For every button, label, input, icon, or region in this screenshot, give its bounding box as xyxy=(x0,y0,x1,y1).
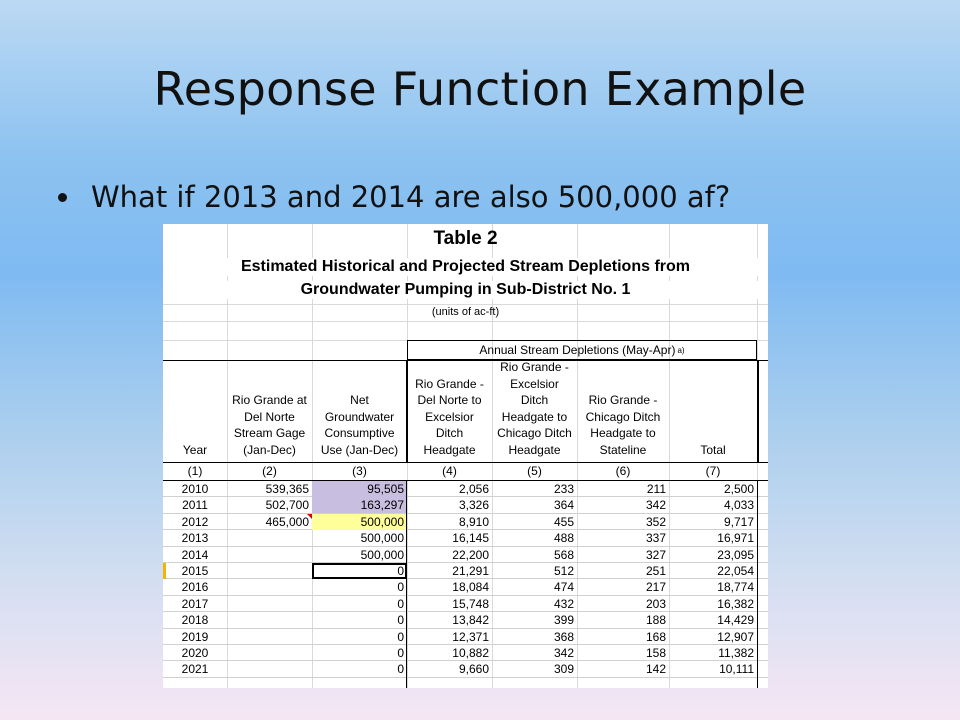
column-header-line: Headgate xyxy=(508,442,561,457)
table-cell[interactable]: 2017 xyxy=(181,596,209,611)
column-header-line: Headgate to xyxy=(590,426,656,440)
table-cell[interactable] xyxy=(227,579,312,595)
column-header xyxy=(669,360,757,458)
table-cell[interactable] xyxy=(227,530,312,546)
column-header xyxy=(163,360,227,458)
table-row[interactable] xyxy=(163,596,768,612)
group-header-note: a) xyxy=(677,345,685,355)
column-header-line: Rio Grande - xyxy=(588,393,658,407)
column-header xyxy=(492,360,577,458)
column-header-line: Stateline xyxy=(599,442,647,457)
table-cell[interactable]: 500,000 xyxy=(360,547,404,562)
table-subtitle-line2: Groundwater Pumping in Sub-District No. 1 xyxy=(163,281,768,299)
column-header xyxy=(407,360,492,458)
table-cell[interactable]: 15,748 xyxy=(452,596,489,611)
table-cell[interactable] xyxy=(227,563,312,579)
table-cell[interactable]: 327 xyxy=(645,547,666,562)
table-cell[interactable]: 474 xyxy=(553,580,574,595)
column-header-line: Headgate to xyxy=(501,409,568,424)
column-header-line: Net xyxy=(350,393,369,407)
active-row-marker xyxy=(163,563,166,579)
column-header-line: Year xyxy=(182,442,208,457)
table-cell[interactable]: 188 xyxy=(645,613,666,628)
table-cell[interactable]: 502,700 xyxy=(265,498,309,513)
table-units: (units of ac-ft) xyxy=(431,306,500,318)
table-cell[interactable]: 4,033 xyxy=(723,498,754,513)
table-cell[interactable]: 9,660 xyxy=(458,662,489,677)
table-cell[interactable]: 0 xyxy=(397,613,404,628)
table-cell[interactable]: 211 xyxy=(646,482,666,496)
table-cell[interactable] xyxy=(227,661,312,677)
table-cell[interactable]: 2,056 xyxy=(458,482,489,496)
column-header-line: (Jan-Dec) xyxy=(243,442,296,457)
table-cell[interactable]: 368 xyxy=(553,629,574,644)
column-header-line: Rio Grande - xyxy=(500,360,569,374)
bullet-item xyxy=(58,180,730,214)
table-cell[interactable]: 2014 xyxy=(181,547,209,562)
table-cell[interactable]: 23,095 xyxy=(717,547,754,562)
table-row[interactable] xyxy=(163,579,768,595)
column-header-line: Use (Jan-Dec) xyxy=(320,442,399,457)
table-cell[interactable]: 2020 xyxy=(181,646,209,660)
table-cell[interactable]: 2013 xyxy=(181,531,209,546)
table-cell[interactable]: 2016 xyxy=(181,580,209,595)
table-cell[interactable]: 2015 xyxy=(181,564,209,578)
column-header-line: Groundwater xyxy=(324,409,395,424)
table-cell[interactable]: 163,297 xyxy=(312,497,407,513)
table-cell[interactable]: 2011 xyxy=(182,498,208,513)
table-cell[interactable]: 22,054 xyxy=(717,564,754,578)
column-header-line: Headgate xyxy=(423,442,476,457)
table-cell[interactable]: 142 xyxy=(645,662,666,677)
table-cell[interactable]: 2010 xyxy=(181,482,209,496)
table-cell[interactable]: 500,000 xyxy=(360,531,404,546)
slide-title: Response Function Example xyxy=(153,62,807,116)
table-cell[interactable]: 16,145 xyxy=(452,531,489,546)
table-cell[interactable]: 251 xyxy=(645,564,666,578)
table-cell[interactable]: 342 xyxy=(645,498,666,513)
table-row[interactable] xyxy=(163,661,768,677)
table-row[interactable] xyxy=(163,497,768,513)
column-number: (6) xyxy=(615,464,631,478)
column-number: (7) xyxy=(705,464,721,478)
table-cell[interactable] xyxy=(227,612,312,628)
column-number: (1) xyxy=(187,464,203,478)
column-header xyxy=(227,360,312,458)
table-cell[interactable]: 10,882 xyxy=(452,646,489,660)
column-header-line: Consumptive xyxy=(324,426,395,440)
table-cell[interactable]: 16,971 xyxy=(717,531,754,546)
table-cell[interactable]: 2018 xyxy=(181,613,209,628)
table-cell[interactable] xyxy=(227,629,312,645)
column-header-line: Excelsior xyxy=(425,409,474,424)
table-cell[interactable]: 2,500 xyxy=(723,482,754,496)
column-number: (4) xyxy=(442,464,457,478)
table-cell[interactable]: 14,429 xyxy=(717,613,754,628)
table-cell[interactable]: 0 xyxy=(397,629,404,644)
column-header-line: Del Norte xyxy=(244,409,295,424)
table-cell[interactable]: 22,200 xyxy=(452,547,489,562)
table-cell[interactable]: 2019 xyxy=(181,629,209,644)
table-cell[interactable]: 2012 xyxy=(181,514,209,529)
table-cell[interactable]: 364 xyxy=(553,498,574,513)
table-cell[interactable]: 512 xyxy=(553,564,574,578)
table-cell[interactable]: 309 xyxy=(553,662,574,677)
table-cell[interactable]: 342 xyxy=(553,646,574,660)
column-header xyxy=(312,360,407,458)
table-cell[interactable]: 11,382 xyxy=(718,646,754,660)
table-cell[interactable]: 500,000 xyxy=(312,514,407,530)
table-row[interactable] xyxy=(163,514,768,530)
table-cell[interactable]: 352 xyxy=(645,514,666,529)
table-cell[interactable]: 2021 xyxy=(181,662,209,677)
table-cell[interactable] xyxy=(227,596,312,612)
table-cell[interactable]: 0 xyxy=(397,580,404,595)
table-row[interactable] xyxy=(163,612,768,628)
table-row[interactable] xyxy=(163,563,768,579)
table-cell[interactable]: 16,382 xyxy=(717,596,754,611)
table-cell[interactable]: 233 xyxy=(553,482,574,496)
table-cell[interactable]: 217 xyxy=(645,580,666,595)
table-cell[interactable]: 21,291 xyxy=(452,564,489,578)
table-title: Table 2 xyxy=(433,228,498,249)
table-cell[interactable]: 10,111 xyxy=(719,662,754,677)
table-cell[interactable]: 0 xyxy=(397,596,404,611)
bullet-dot-icon xyxy=(58,193,67,202)
column-header-line: Chicago Ditch xyxy=(585,409,661,424)
table-row[interactable] xyxy=(163,530,768,546)
table-cell[interactable]: 95,505 xyxy=(312,481,407,497)
table-cell[interactable]: 18,774 xyxy=(717,580,754,595)
column-header-line: Excelsior xyxy=(510,376,559,391)
spreadsheet-table xyxy=(163,224,768,688)
table-cell[interactable]: 399 xyxy=(553,613,574,628)
table-cell[interactable] xyxy=(227,547,312,563)
column-header-line: Stream Gage xyxy=(233,426,306,440)
bullet-text: What if 2013 and 2014 are also 500,000 af? xyxy=(91,180,731,214)
table-cell[interactable]: 12,907 xyxy=(717,629,754,644)
column-number: (5) xyxy=(527,464,542,478)
table-cell[interactable]: 203 xyxy=(645,596,666,611)
column-header-line: Total xyxy=(700,442,726,457)
table-cell[interactable]: 337 xyxy=(645,531,666,546)
table-cell[interactable]: 3,326 xyxy=(458,498,489,513)
table-subtitle-line1: Estimated Historical and Projected Stream Depletions from xyxy=(163,258,768,276)
table-row[interactable] xyxy=(163,645,768,661)
table-cell[interactable]: 158 xyxy=(645,646,666,660)
table-cell[interactable]: 8,910 xyxy=(458,514,489,529)
table-cell[interactable]: 12,371 xyxy=(452,629,489,644)
table-cell[interactable]: 455 xyxy=(553,514,574,529)
column-header-line: Ditch xyxy=(520,393,549,407)
table-cell[interactable]: 18,084 xyxy=(452,580,489,595)
column-header-line: Ditch xyxy=(435,426,464,440)
table-cell[interactable]: 0 xyxy=(397,662,404,677)
table-row[interactable] xyxy=(163,547,768,563)
column-number: (2) xyxy=(262,464,277,478)
table-cell[interactable]: 0 xyxy=(312,563,407,579)
group-header xyxy=(407,340,757,360)
table-cell[interactable]: 568 xyxy=(553,547,574,562)
table-cell[interactable] xyxy=(227,645,312,661)
column-header-line: Rio Grande - xyxy=(415,376,484,391)
column-header xyxy=(577,360,669,458)
table-cell[interactable]: 0 xyxy=(397,646,404,660)
table-cell[interactable]: 168 xyxy=(645,629,666,644)
table-row[interactable] xyxy=(163,629,768,645)
table-cell[interactable]: 432 xyxy=(553,596,574,611)
column-number: (3) xyxy=(352,464,367,478)
table-cell[interactable]: 539,365 xyxy=(265,482,309,496)
column-header-line: Del Norte to xyxy=(417,393,482,407)
column-header-line: Chicago Ditch xyxy=(497,426,572,440)
group-header-label: Annual Stream Depletions (May-Apr) xyxy=(479,343,676,357)
table-cell[interactable]: 465,000 xyxy=(227,514,312,530)
column-header-line: Rio Grande at xyxy=(232,393,307,407)
table-cell[interactable]: 488 xyxy=(553,531,574,546)
table-row[interactable] xyxy=(163,481,768,497)
table-cell[interactable]: 9,717 xyxy=(723,514,754,529)
table-cell[interactable]: 13,842 xyxy=(452,613,489,628)
